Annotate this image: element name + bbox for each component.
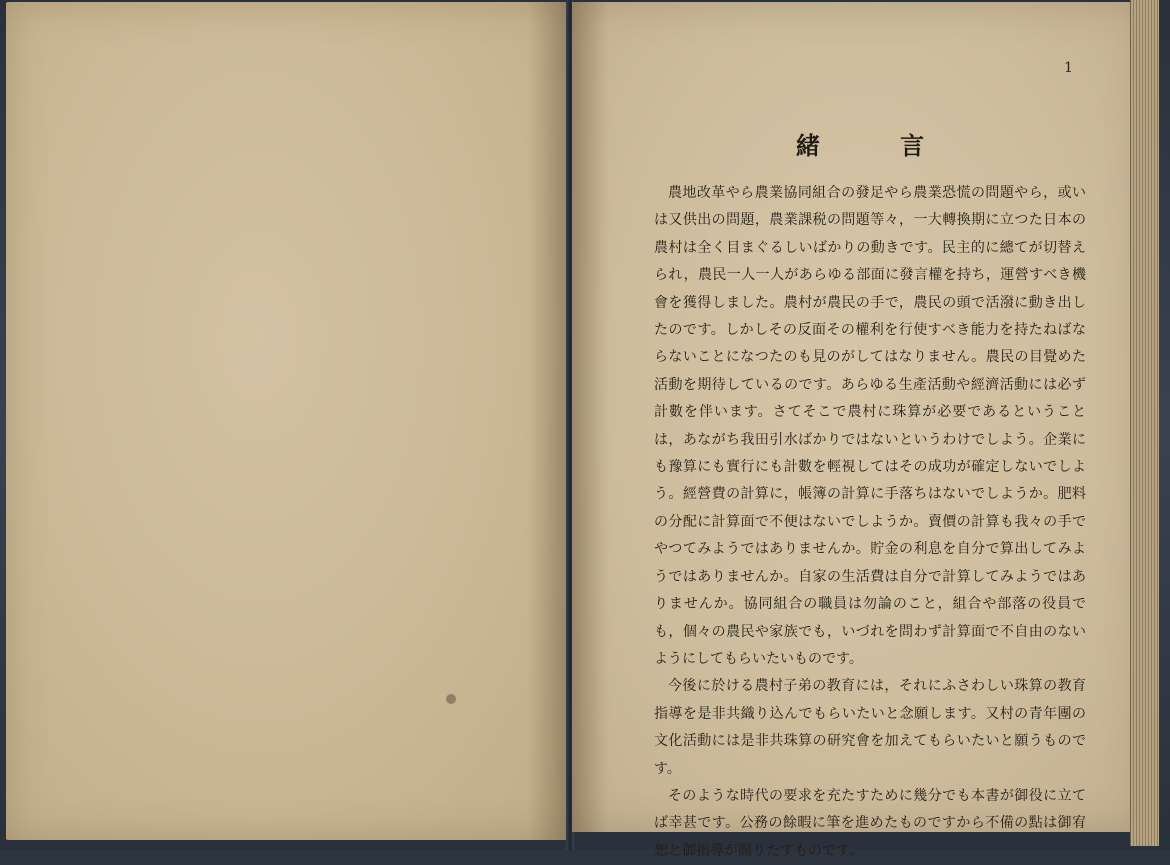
paragraph-3: そのような時代の要求を充たすために幾分でも本書が御役に立てば幸甚です。公務の餘暇に筆を進めたものですから不備の點は御宥恕と御指導が賜りたすものです。 — [654, 787, 1086, 859]
preface-body — [654, 180, 1086, 865]
page-number: 1 — [1064, 60, 1073, 76]
paper-stain — [446, 694, 456, 704]
page-edges — [1130, 0, 1159, 846]
left-page-blank — [6, 2, 568, 840]
paragraph-2: 今後に於ける農村子弟の教育には，それにふさわしい珠算の教育指導を是非共織り込んでもらいたいと念願します。又村の青年團の文化活動には是非共珠算の研究會を加えてもらいたいと願うものです。 — [654, 678, 1086, 777]
page-title: 緒 言 — [795, 131, 961, 160]
paragraph-1: 農地改革やら農業協同組合の發足やら農業恐慌の問題やら，或いは又供出の問題，農業課税の問題等々，一大轉換期に立つた日本の農村は全く目まぐるしいばかりの動きです。民主的に總てが切替えられ，農民一人一人があらゆる部面に發言權を持ち，運營すべき機會を獲得しました。農村が農民の手で，農民の頭で活潑に動き出したのです。しかしその反面その權利を行使すべき能力を持たねばならないことになつたのも見のがしてはなりません。農民の目覺めた活動を期待しているのです。あらゆる生產活動や經濟活動には必ず計數を伴います。さてそこで農村に珠算が必要であるということは，あながち我田引水ばかりではないというわけでしよう。企業にも豫算にも實行にも計數を輕視してはその成功が確定しないでしよう。經營費の計算に，帳簿の計算に手落ちはないでしようか。肥料の分配に計算面で不便はないでしようか。賣價の計算も我々の手でやつてみようではありませんか。貯金の利息を自分で算出してみようではありませんか。自家の生活費は自分で計算してみようではありませんか。協同組合の職員は勿論のこと，組合や部落の役員でも，個々の農民や家族でも，いづれを問わず計算面で不自由のないようにしてもらいたいものです。 — [654, 185, 1086, 667]
